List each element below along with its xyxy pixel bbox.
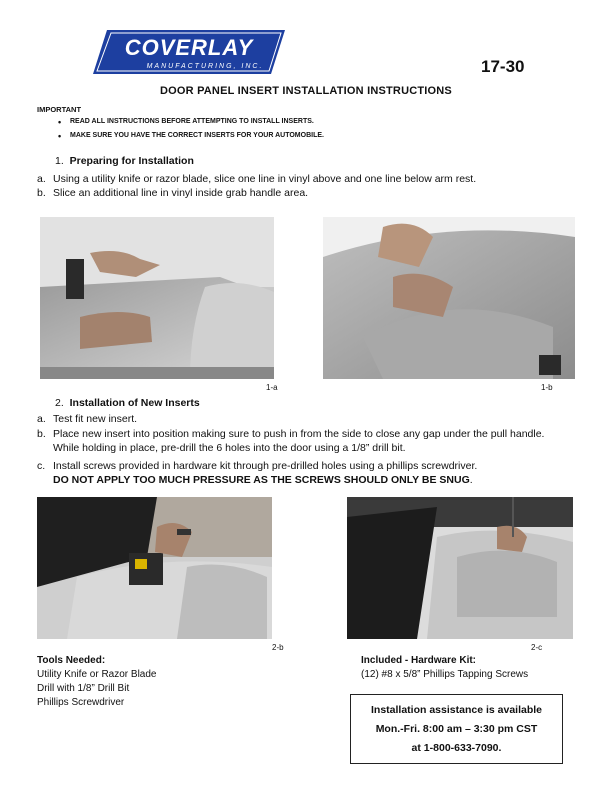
photo-1b-caption: 1-b: [541, 383, 553, 392]
document-number: 17-30: [481, 57, 525, 76]
photo-2c-caption: 2-c: [531, 643, 543, 652]
important-item: • MAKE SURE YOU HAVE THE CORRECT INSERTS FOR YOUR AUTOMOBILE.: [58, 132, 324, 146]
assistance-phone: at 1-800-633-7090.: [411, 742, 502, 754]
section-2-number: 2.: [55, 397, 64, 409]
assistance-line: Installation assistance is available: [371, 704, 542, 716]
logo-subtext: MANUFACTURING, INC.: [146, 63, 264, 70]
step-emphasis-end: .: [469, 474, 473, 486]
step-letter: a.: [37, 173, 46, 185]
assistance-box: [350, 694, 563, 764]
step-1b: [37, 186, 309, 200]
section-1-heading: [55, 155, 194, 167]
section-1-number: 1.: [55, 155, 64, 167]
photo-2b: [37, 497, 272, 639]
step-text: Test fit new insert.: [53, 413, 138, 425]
tool-item: Utility Knife or Razor Blade: [37, 669, 157, 680]
step-emphasis: DO NOT APPLY TOO MUCH PRESSURE AS THE SCREWS SHOULD ONLY BE SNUG: [53, 474, 470, 486]
important-heading: IMPORTANT: [37, 105, 82, 114]
section-1-title: Preparing for Installation: [69, 155, 194, 167]
photo-1b: [323, 217, 575, 379]
photo-1a-caption: 1-a: [266, 383, 278, 392]
coverlay-logo: [93, 30, 285, 74]
step-text: [53, 459, 563, 487]
step-2a: [37, 412, 138, 426]
photo-2b-caption: 2-b: [272, 643, 284, 652]
step-letter: b.: [37, 428, 46, 440]
step-1a: [37, 172, 477, 186]
photo-2c: [347, 497, 573, 639]
step-text: Using a utility knife or razor blade, slice one line in vinyl above and one line below arm rest.: [53, 173, 477, 185]
step-letter: c.: [37, 460, 46, 472]
tools-needed: [37, 654, 157, 710]
tool-item: Drill with 1/8” Drill Bit: [37, 683, 130, 694]
step-text-main: Install screws provided in hardware kit through pre-drilled holes using a phillips screwdriver.: [53, 460, 478, 472]
logo-text: COVERLAY: [124, 35, 254, 60]
step-letter: a.: [37, 413, 46, 425]
kit-item: (12) #8 x 5/8” Phillips Tapping Screws: [361, 669, 529, 680]
photo-1a: [40, 217, 274, 379]
page-title: DOOR PANEL INSERT INSTALLATION INSTRUCTIONS: [160, 85, 452, 97]
step-2c: [37, 459, 478, 486]
important-list: [58, 118, 324, 146]
tool-item: Phillips Screwdriver: [37, 697, 125, 708]
important-item: • READ ALL INSTRUCTIONS BEFORE ATTEMPTING TO INSTALL INSERTS.: [58, 118, 324, 132]
step-letter: b.: [37, 187, 46, 199]
hardware-kit: [361, 654, 528, 682]
kit-heading: Included - Hardware Kit:: [361, 655, 477, 666]
step-text: Slice an additional line in vinyl inside grab handle area.: [53, 187, 309, 199]
tools-heading: Tools Needed:: [37, 655, 106, 666]
assistance-hours: Mon.-Fri. 8:00 am – 3:30 pm CST: [375, 723, 538, 735]
section-2-heading: [55, 397, 200, 409]
step-text: Place new insert into position making sure to push in from the side to close any gap under the pull handle. While holding in place, pre-drill the 6 holes into the door using a 1/8” drill bit.: [53, 428, 545, 454]
step-2b: [37, 427, 545, 454]
section-2-title: Installation of New Inserts: [69, 397, 200, 409]
